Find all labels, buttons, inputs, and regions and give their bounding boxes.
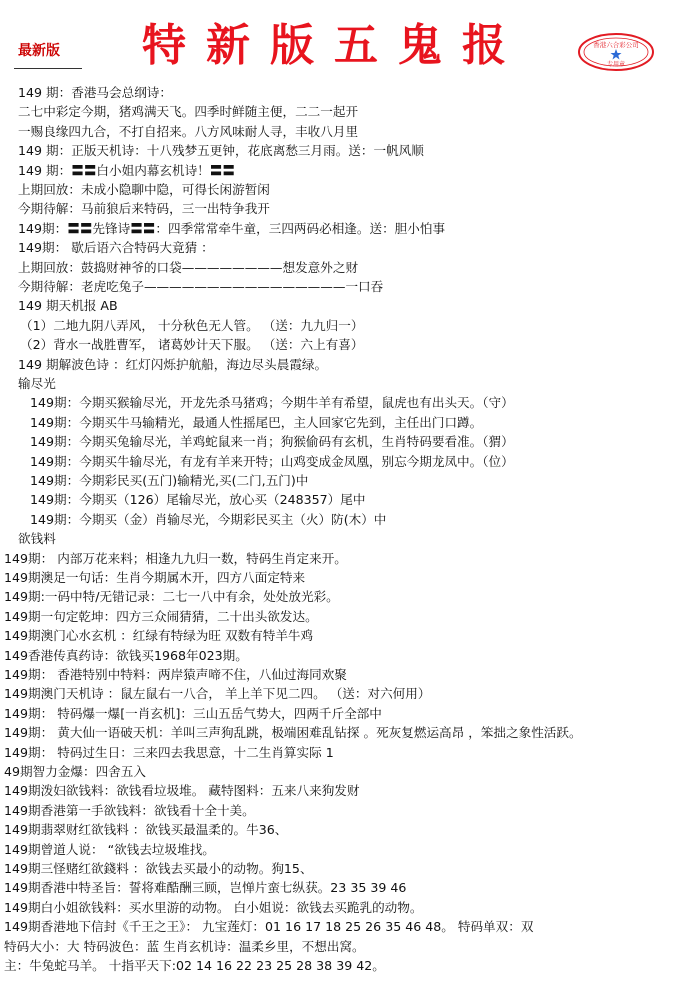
text-line: 149期：〓〓先锋诗〓〓：四季常常牵牛童，三四两码必相逢。送：胆小怕事 — [18, 220, 446, 236]
text-line: 149期： 特码过生日：三来四去我思意，十二生肖算实际 1 — [4, 744, 334, 760]
text-line: 上期回放：未成小隐聊中隐，可得长闲游暂闲 — [18, 182, 270, 197]
text-line: 149期澳门天机诗 ：鼠左鼠右一八合， 羊上羊下见二四。 （送：对六何用） — [4, 686, 431, 702]
text-line: 149期：今期买牛输尽光，有龙有羊来开特；山鸡变成金凤凰，别忘今期龙凤中。（位） — [30, 453, 514, 469]
text-line: 149期:一码中特/无错记录：二七一八中有余，处处放光彩。 — [4, 589, 339, 605]
text-line: 二七中彩定今期，猪鸡满天飞。四季时鲜随主便，二二一起开 — [18, 104, 359, 120]
badge-underline — [14, 68, 82, 69]
seal-stamp-icon — [577, 32, 655, 72]
text-line: 149期香港第一手欲钱料：欲钱看十全十美。 — [4, 802, 255, 818]
text-line: 149期澳门心水玄机 ：红绿有特绿为旺 双数有特羊牛鸡 — [4, 628, 314, 644]
svg-text:香港六合彩公司: 香港六合彩公司 — [593, 41, 639, 49]
text-line: 149期一句定乾坤：四方三众闹猜猜，二十出头欲发达。 — [4, 608, 318, 624]
text-line: 149期泼妇欲钱料：欲钱看垃圾堆。 藏特图料：五来八来狗发财 — [4, 783, 360, 799]
text-line: 149 期：香港马会总纲诗： — [18, 85, 172, 100]
text-line: 149期香港中特圣旨：誓将难酷酬三顾，岂惮片蛮七纵获。23 35 39 46 — [4, 880, 407, 896]
text-line: 149期三怪赌红欲錢料 ：欲钱去买最小的动物。狗15、 — [4, 861, 313, 876]
text-line: 149香港传真药诗：欲钱买1968年023期。 — [4, 647, 248, 663]
text-line: 今期待解：马前狼后来特码，三一出特争我开 — [18, 201, 270, 217]
text-line: 149期： 内部万花来料；相逢九九归一数，特码生肖定来开。 — [4, 550, 347, 566]
text-line: （2）背水一战胜曹军， 诸葛妙计天下服。 （送：六上有喜） — [20, 337, 364, 353]
text-line: 149期：今期买兔输尽光，羊鸡蛇鼠来一肖；狗猴偷码有玄机，生肖特码要看准。（猬） — [30, 434, 514, 450]
svg-text:专用章: 专用章 — [606, 61, 626, 68]
text-line: 149期： 香港特别中特料：两岸猿声啼不住，八仙过海同欢聚 — [4, 667, 347, 682]
text-line: 149期：今期买猴输尽光，开龙先杀马猪鸡；今期牛羊有希望，鼠虎也有出头天。（守） — [30, 395, 514, 411]
text-line: 一赐良缘四九合，不打自招来。八方风味耐人寻，丰收八月里 — [18, 123, 359, 139]
text-line: 特码大小：大 特码波色：蓝 生肖玄机诗：温柔乡里，不想出窝。 — [4, 938, 365, 954]
latest-edition-badge: 最新版 — [18, 43, 60, 59]
text-line: 149 期解波色诗 ：红灯闪烁护航船，海边尽头晨霞绿。 — [18, 356, 328, 372]
text-line: 149 期：正版天机诗：十八残梦五更钟，花底离愁三月雨。送：一帆风顺 — [18, 143, 424, 159]
text-line: 149期： 黄大仙一语破天机：羊叫三声狗乱跳，极端困难乱钻探 。死灰复燃运高昂 ，笨拙之象性活跃。 — [4, 725, 582, 741]
text-line: 149期曾道人说： “欲钱去垃圾堆找。 — [4, 841, 215, 857]
text-line: 149期香港地下信封《千王之王》： 九宝莲灯：01 16 17 18 25 26 35 46 48。 特码单双：双 — [4, 919, 534, 935]
text-line: 149期：今期买（126）尾输尽光，放心买（248357）尾中 — [30, 492, 366, 508]
text-line: 149期：今期买（金）肖输尽光，今期彩民买主（火）防(木）中 — [30, 511, 387, 527]
text-line: 49期智力金爆：四舍五入 — [4, 764, 146, 779]
text-line: （1）二地九阴八弄风， 十分秋色无人管。 （送：九九归一） — [20, 317, 364, 333]
page-title: 特新版五鬼报 — [142, 20, 526, 71]
text-line: 今期待解：老虎吃兔子————————————————一口吞 — [18, 279, 384, 294]
text-line: 149期：今期买牛马输精光，最通人性摇尾巴，主人回家它先到，主任出门口蹲。 — [30, 414, 483, 430]
text-line: 输尽光 — [18, 376, 56, 391]
text-line: 149期翡翠财红欲钱料 ：欲钱买最温柔的。牛36、 — [4, 822, 288, 838]
text-line: 149 期天机报 AB — [18, 298, 118, 314]
text-line: 149期：今期彩民买(五门)输精光,买(二门,五门)中 — [30, 473, 309, 488]
text-line: 149 期：〓〓白小姐内幕玄机诗！〓〓 — [18, 162, 235, 178]
text-line: 149期： 特码爆一爆[一肖玄机]：三山五岳气势大，四两千斤全部中 — [4, 705, 382, 721]
text-line: 上期回放：鼓捣财神爷的口袋————————想发意外之财 — [18, 259, 359, 275]
text-line: 主：牛兔蛇马羊。 十指平天下:02 14 16 22 23 25 28 38 39 42。 — [4, 958, 385, 973]
text-line: 149期： 歇后语六合特码大竟猜 ： — [18, 240, 214, 256]
text-line: 149期澳足一句话：生肖今期属木开，四方八面定特来 — [4, 570, 306, 585]
text-line: 欲钱料 — [18, 531, 56, 547]
text-line: 149期白小姐欲钱料：买水里游的动物。 白小姐说：欲钱去买跪乳的动物。 — [4, 899, 423, 915]
page-header — [0, 0, 686, 82]
